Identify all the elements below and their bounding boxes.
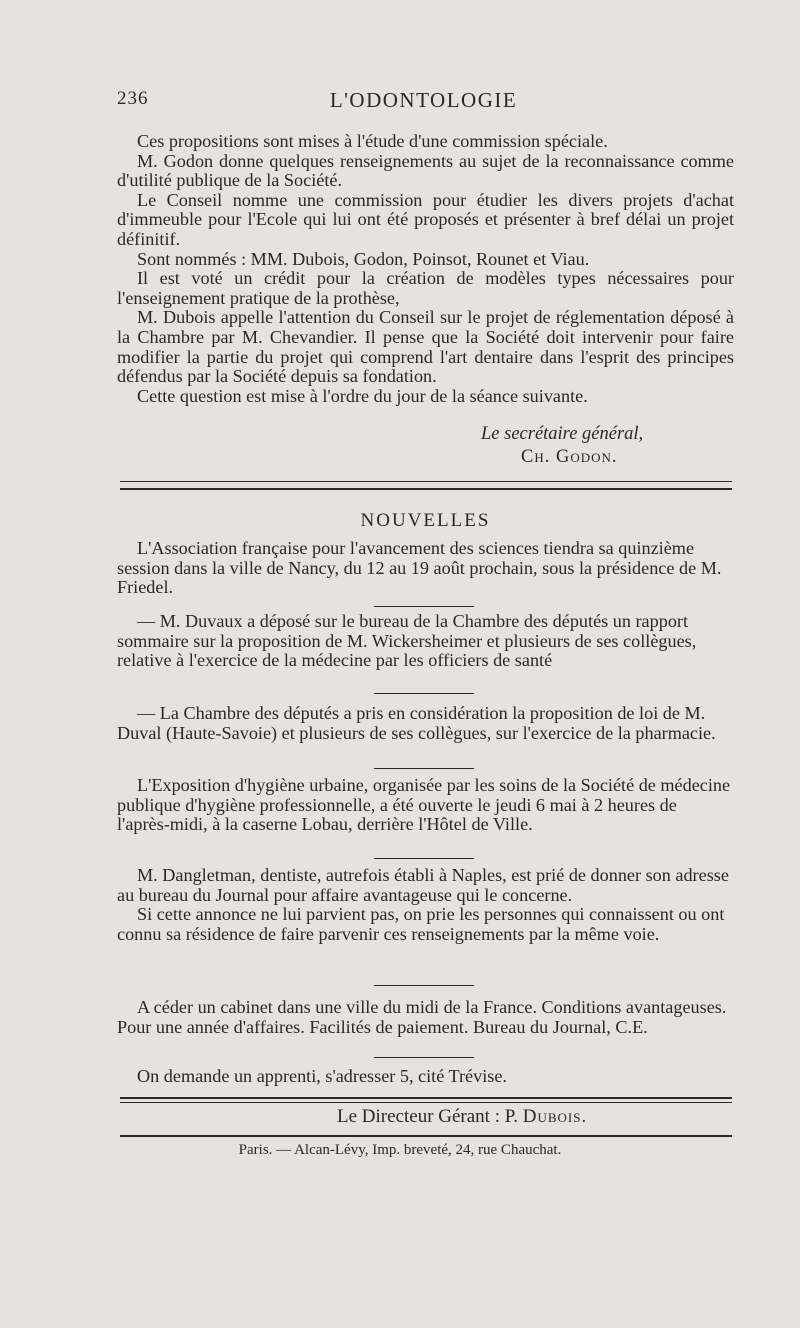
short-divider [374,768,474,769]
minutes-section [117,132,734,406]
news-item [117,776,734,835]
short-divider [374,985,474,986]
paragraph: M. Dubois appelle l'attention du Conseil sur le projet de réglementation déposé à la Chambre par M. Chevandier. Il pense que la Société doit intervenir pour faire modifier la partie du projet qui comprend l'art dentaire dans l'esprit des principes défendus par la Société depuis sa fondation. [117,307,734,387]
signature-name: Ch. Godon. [521,447,618,467]
signature-title: Le secrétaire général, [481,424,644,444]
news-item [117,1067,734,1087]
paragraph: Sont nommés : MM. Dubois, Godon, Poinsot, Rounet et Viau. [137,248,590,269]
news-text: Si cette annonce ne lui parvient pas, on prie les personnes qui connaissent ou ont connu sa résidence de faire parvenir ces renseignements par la même voie. [117,904,725,944]
news-text: A céder un cabinet dans une ville du midi de la France. Conditions avantageuses. Pour une année d'affaires. Facilités de paiement. Bureau du Journal, C.E. [117,997,727,1037]
gerant-name: Dubois. [522,1106,588,1127]
printer-imprint: Paris. — Alcan-Lévy, Imp. breveté, 24, rue Chauchat. [238,1142,562,1158]
news-text: — La Chambre des députés a pris en considération la proposition de loi de M. Duval (Haute-Savoie) et plusieurs de ses collègues, sur l'exercice de la pharmacie. [117,703,716,743]
gerant-line [337,1106,587,1128]
page-header [117,88,730,112]
news-item [117,704,734,743]
news-item [117,866,734,944]
paragraph: Ces propositions sont mises à l'étude d'une commission spéciale. [137,131,608,151]
section-divider [120,481,732,482]
news-text: — M. Duvaux a déposé sur le bureau de la Chambre des députés un rapport sommaire sur la proposition de M. Wickersheimer et plusieurs de ses collègues, relative à l'exercice de la médecine par les officiers de santé [117,611,697,671]
page-number: 236 [117,88,149,109]
short-divider [374,1057,474,1058]
paragraph: Il est voté un crédit pour la création de modèles types nécessaires pour l'enseignement pratique de la prothèse, [117,268,734,308]
short-divider [374,858,474,859]
news-text: On demande un apprenti, s'adresser 5, cité Trévise. [137,1066,507,1086]
running-title: L'ODONTOLOGIE [329,88,518,112]
paragraph: Cette question est mise à l'ordre du jour de la séance suivante. [137,385,588,406]
paragraph: M. Godon donne quelques renseignements au sujet de la reconnaissance comme d'utilité publique de la Société. [117,150,734,191]
short-divider [374,693,474,694]
footer-rule [120,1135,732,1137]
section-divider [120,488,732,490]
section-divider [120,1102,732,1103]
news-item [117,612,734,671]
news-text: M. Dangletman, dentiste, autrefois établi à Naples, est prié de donner son adresse au bureau du Journal pour affaire avantageuse qui le concerne. [117,865,729,905]
news-heading: NOUVELLES [360,510,491,531]
section-divider [120,1097,732,1099]
paragraph: Le Conseil nomme une commission pour étudier les divers projets d'achat d'immeuble pour l'Ecole qui lui ont été proposés et présenter à bref délai un projet définitif. [117,189,734,249]
short-divider [374,606,474,607]
news-item [117,539,734,598]
gerant-label: Le Directeur Gérant : P. [337,1106,518,1127]
news-text: L'Exposition d'hygiène urbaine, organisée par les soins de la Société de médecine publique d'hygiène professionnelle, a été ouverte le jeudi 6 mai à 2 heures de l'après-midi, à la caserne Lobau, derrière l'Hôtel de Ville. [117,775,731,835]
news-text: L'Association française pour l'avancement des sciences tiendra sa quinzième session dans la ville de Nancy, du 12 au 19 août prochain, sous la présidence de M. Friedel. [117,538,722,598]
news-item [117,998,734,1037]
